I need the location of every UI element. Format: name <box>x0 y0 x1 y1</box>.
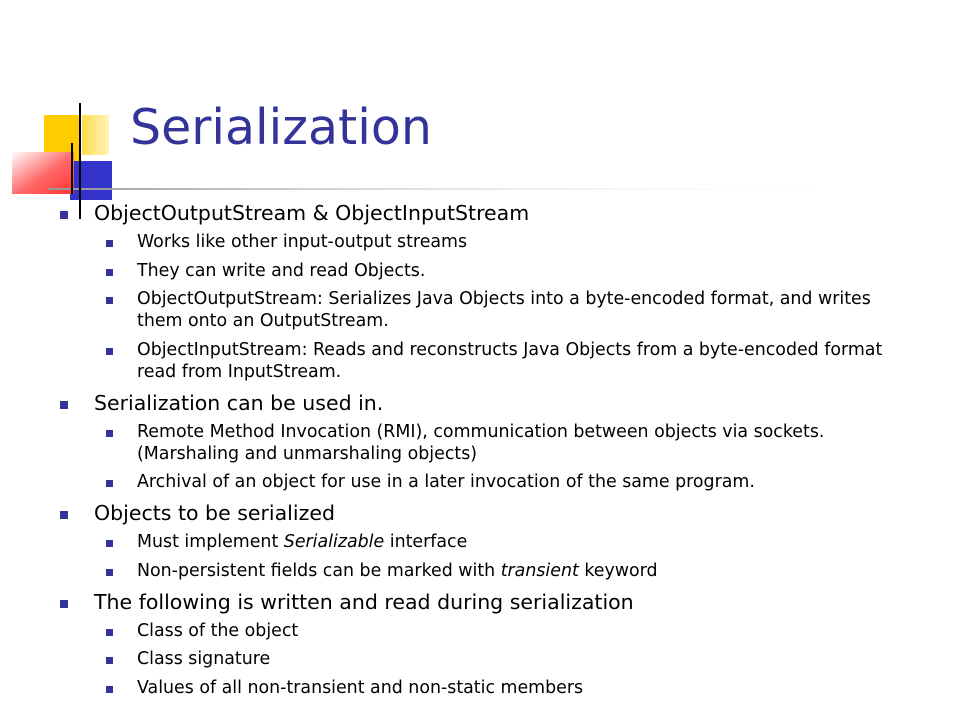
sub-bullet-text: Archival of an object for use in a later invocation of the same program. <box>137 472 755 492</box>
sub-bullet <box>94 471 908 493</box>
square-bullet-icon <box>106 657 113 664</box>
sub-bullet-text: ObjectOutputStream: Serializes Java Objects into a byte-encoded format, and writes them onto an OutputStream. <box>137 289 871 331</box>
sub-bullet-emphasis: transient <box>500 560 579 581</box>
square-bullet-icon <box>106 240 113 247</box>
bullet-section-written <box>58 589 908 699</box>
sub-bullet-emphasis: Serializable <box>283 532 385 552</box>
sub-bullet-text-after: keyword <box>578 560 658 581</box>
square-bullet-icon <box>60 401 68 409</box>
sub-bullet-text: Works like other input-output streams <box>137 232 468 252</box>
sub-bullet <box>94 648 908 670</box>
bullet-section-objects <box>58 500 908 582</box>
deco-yellow-faded-square <box>82 115 109 155</box>
sub-bullet <box>94 620 908 642</box>
square-bullet-icon <box>106 686 113 693</box>
bullet-text: ObjectOutputStream & ObjectInputStream <box>94 201 530 225</box>
sub-bullet <box>94 531 908 553</box>
sub-bullet-list <box>94 421 908 494</box>
square-bullet-icon <box>106 348 113 355</box>
square-bullet-icon <box>106 569 113 576</box>
deco-red-square <box>12 152 74 194</box>
sub-bullet <box>94 260 908 282</box>
slide-title: Serialization <box>130 99 432 156</box>
sub-bullet-list <box>94 620 908 699</box>
deco-vertical-line-2 <box>71 143 73 194</box>
bullet-list <box>58 200 908 699</box>
sub-bullet <box>94 288 908 332</box>
sub-bullet-text-after: interface <box>384 532 468 552</box>
bullet-text: The following is written and read during serialization <box>94 589 634 614</box>
sub-bullet <box>94 421 908 465</box>
square-bullet-icon <box>106 540 113 547</box>
square-bullet-icon <box>106 430 113 437</box>
bullet-section-uses <box>58 390 908 494</box>
square-bullet-icon <box>60 511 68 519</box>
sub-bullet <box>94 339 908 383</box>
sub-bullet-text: Class signature <box>137 649 271 669</box>
bullet-text: Serialization can be used in. <box>94 390 384 415</box>
square-bullet-icon <box>60 211 68 219</box>
sub-bullet <box>94 560 908 582</box>
sub-bullet <box>94 231 908 253</box>
sub-bullet-text: Values of all non-transient and non-static members <box>137 677 584 698</box>
sub-bullet-text: Remote Method Invocation (RMI), communication between objects via sockets. (Marshaling and unmarshaling objects) <box>137 421 825 464</box>
sub-bullet <box>94 677 908 699</box>
sub-bullet-text: Class of the object <box>137 620 299 641</box>
bullet-text: Objects to be serialized <box>94 501 335 525</box>
sub-bullet-text-before: Non-persistent fields can be marked with <box>137 560 501 581</box>
sub-bullet-text: ObjectInputStream: Reads and reconstructs Java Objects from a byte-encoded format read from InputStream. <box>137 339 883 382</box>
square-bullet-icon <box>106 297 113 304</box>
square-bullet-icon <box>106 269 113 276</box>
square-bullet-icon <box>60 600 68 608</box>
bullet-section-streams <box>58 200 908 383</box>
sub-bullet-text: They can write and read Objects. <box>137 260 426 281</box>
sub-bullet-text-before: Must implement <box>137 532 284 552</box>
deco-blue-square <box>70 161 112 200</box>
sub-bullet-list <box>94 531 908 582</box>
square-bullet-icon <box>106 629 113 636</box>
sub-bullet-list <box>94 231 908 383</box>
square-bullet-icon <box>106 480 113 487</box>
deco-horizontal-rule <box>48 188 868 190</box>
